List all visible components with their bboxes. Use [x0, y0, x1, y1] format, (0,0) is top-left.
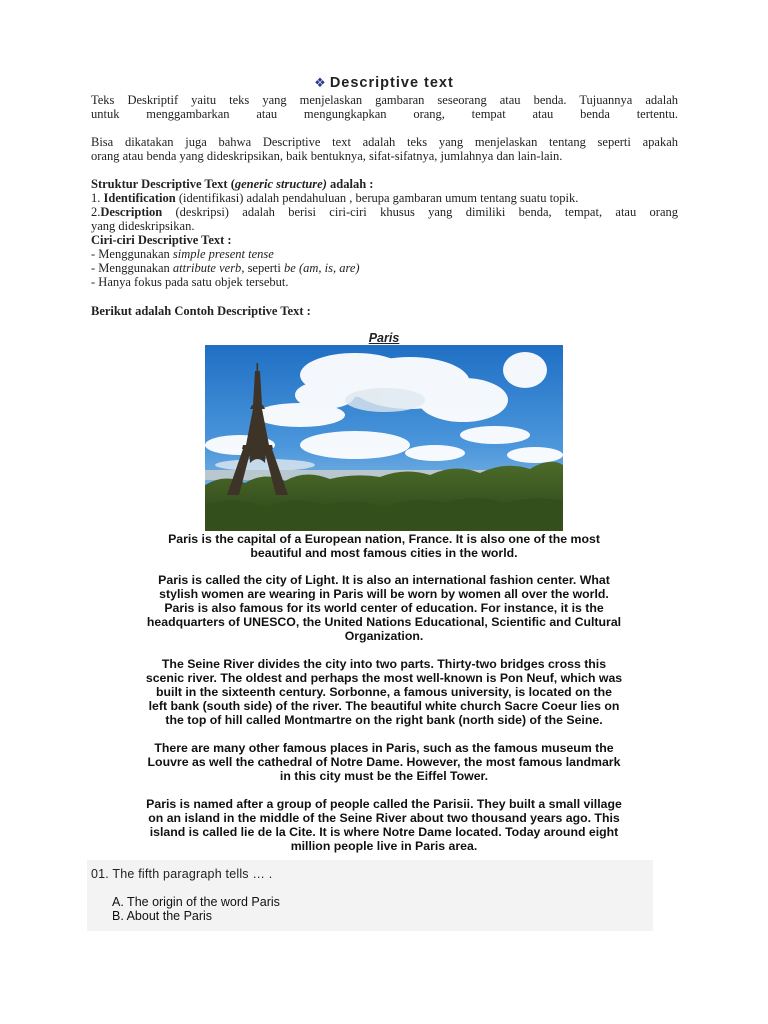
feature-item-3: - Hanya fokus pada satu objek tersebut.	[91, 275, 289, 289]
paragraph-line: Organization.	[344, 629, 424, 643]
intro-line: orang atau benda yang dideskripsikan, baik bentuknya, sifat-sifatnya, jumlahnya dan lain-lain.	[91, 149, 563, 163]
feature-item-2: - Menggunakan attribute verb, seperti be (am, is, are)	[91, 261, 360, 275]
paragraph-line: There are many other famous places in Paris, such as the famous museum the	[154, 741, 614, 755]
paragraph-line: Paris is the capital of a European nation, France. It is also one of the most	[168, 532, 600, 546]
structure-heading: Struktur Descriptive Text (generic structure) adalah :	[91, 177, 374, 191]
paragraph-3	[84, 657, 684, 727]
paragraph-line: headquarters of UNESCO, the United Nations Educational, Scientific and Cultural	[146, 615, 622, 629]
eiffel-tower-photo	[205, 345, 563, 531]
option-b[interactable]: B. About the Paris	[112, 909, 213, 923]
paragraph-line: stylish women are wearing in Paris will be worn by women all over the world.	[159, 587, 609, 601]
paragraph-4	[84, 741, 684, 783]
paragraph-line: million people live in Paris area.	[290, 839, 478, 853]
paragraph-line: built in the sixteenth century. Sorbonne, a famous university, is located on the	[156, 685, 612, 699]
paragraph-line: Louvre as well the cathedral of Notre Dame. However, the most famous landmark	[147, 755, 621, 769]
paragraph-line: on an island in the middle of the Seine River about two thousand years ago. This	[148, 811, 620, 825]
paragraph-line: island is called lie de la Cite. It is where Notre Dame located. Today around eight	[149, 825, 619, 839]
features-heading: Ciri-ciri Descriptive Text :	[91, 233, 232, 247]
title-text: Descriptive text	[329, 75, 454, 91]
intro-paragraph-2	[91, 135, 678, 163]
question-text: 01. The fifth paragraph tells … .	[91, 867, 273, 881]
paragraph-line: Paris is also famous for its world center of education. For instance, it is the	[164, 601, 604, 615]
paragraph-line: scenic river. The oldest and perhaps the most well-known is Pon Neuf, which was	[145, 671, 623, 685]
paragraph-2	[84, 573, 684, 643]
paragraph-line: the top of hill called Montmartre on the right bank (north side) of the Seine.	[165, 713, 603, 727]
diamond-bullet-icon: ❖	[314, 75, 326, 90]
feature-item-1: - Menggunakan simple present tense	[91, 247, 274, 261]
paragraph-5	[84, 797, 684, 853]
intro-paragraph-1	[91, 93, 678, 121]
paragraph-line: The Seine River divides the city into two parts. Thirty-two bridges cross this	[161, 657, 607, 671]
structure-item-1: 1. Identification (identifikasi) adalah pendahuluan , berupa gambaran umum tentang suatu topik.	[91, 191, 579, 205]
intro-line: untuk menggambarkan atau mengungkapkan orang, tempat atau benda tertentu.	[91, 107, 678, 121]
paragraph-line: in this city must be the Eiffel Tower.	[279, 769, 489, 783]
question-box	[87, 860, 653, 931]
structure-item-2-cont: yang dideskripsikan.	[91, 219, 195, 233]
paragraph-line: Paris is named after a group of people called the Parisii. They built a small village	[146, 797, 622, 811]
structure-section	[91, 177, 678, 289]
intro-line: Teks Deskriptif yaitu teks yang menjelaskan gambaran seseorang atau benda. Tujuannya adalah	[91, 93, 678, 107]
paragraph-1	[84, 532, 684, 560]
page-title	[0, 75, 768, 91]
example-heading: Berikut adalah Contoh Descriptive Text :	[91, 304, 311, 318]
paris-title: Paris	[368, 331, 400, 345]
intro-line: Bisa dikatakan juga bahwa Descriptive text adalah teks yang menjelaskan tentang seperti apakah	[91, 135, 678, 149]
structure-item-2: 2.Description (deskripsi) adalah berisi ciri-ciri khusus yang dimiliki benda, tempat, atau orang	[91, 205, 678, 219]
paragraph-line: left bank (south side) of the river. The beautiful white church Sacre Coeur lies on	[148, 699, 620, 713]
option-a[interactable]: A. The origin of the word Paris	[112, 895, 280, 909]
paragraph-line: Paris is called the city of Light. It is also an international fashion center. What	[158, 573, 610, 587]
paragraph-line: beautiful and most famous cities in the world.	[250, 546, 518, 560]
